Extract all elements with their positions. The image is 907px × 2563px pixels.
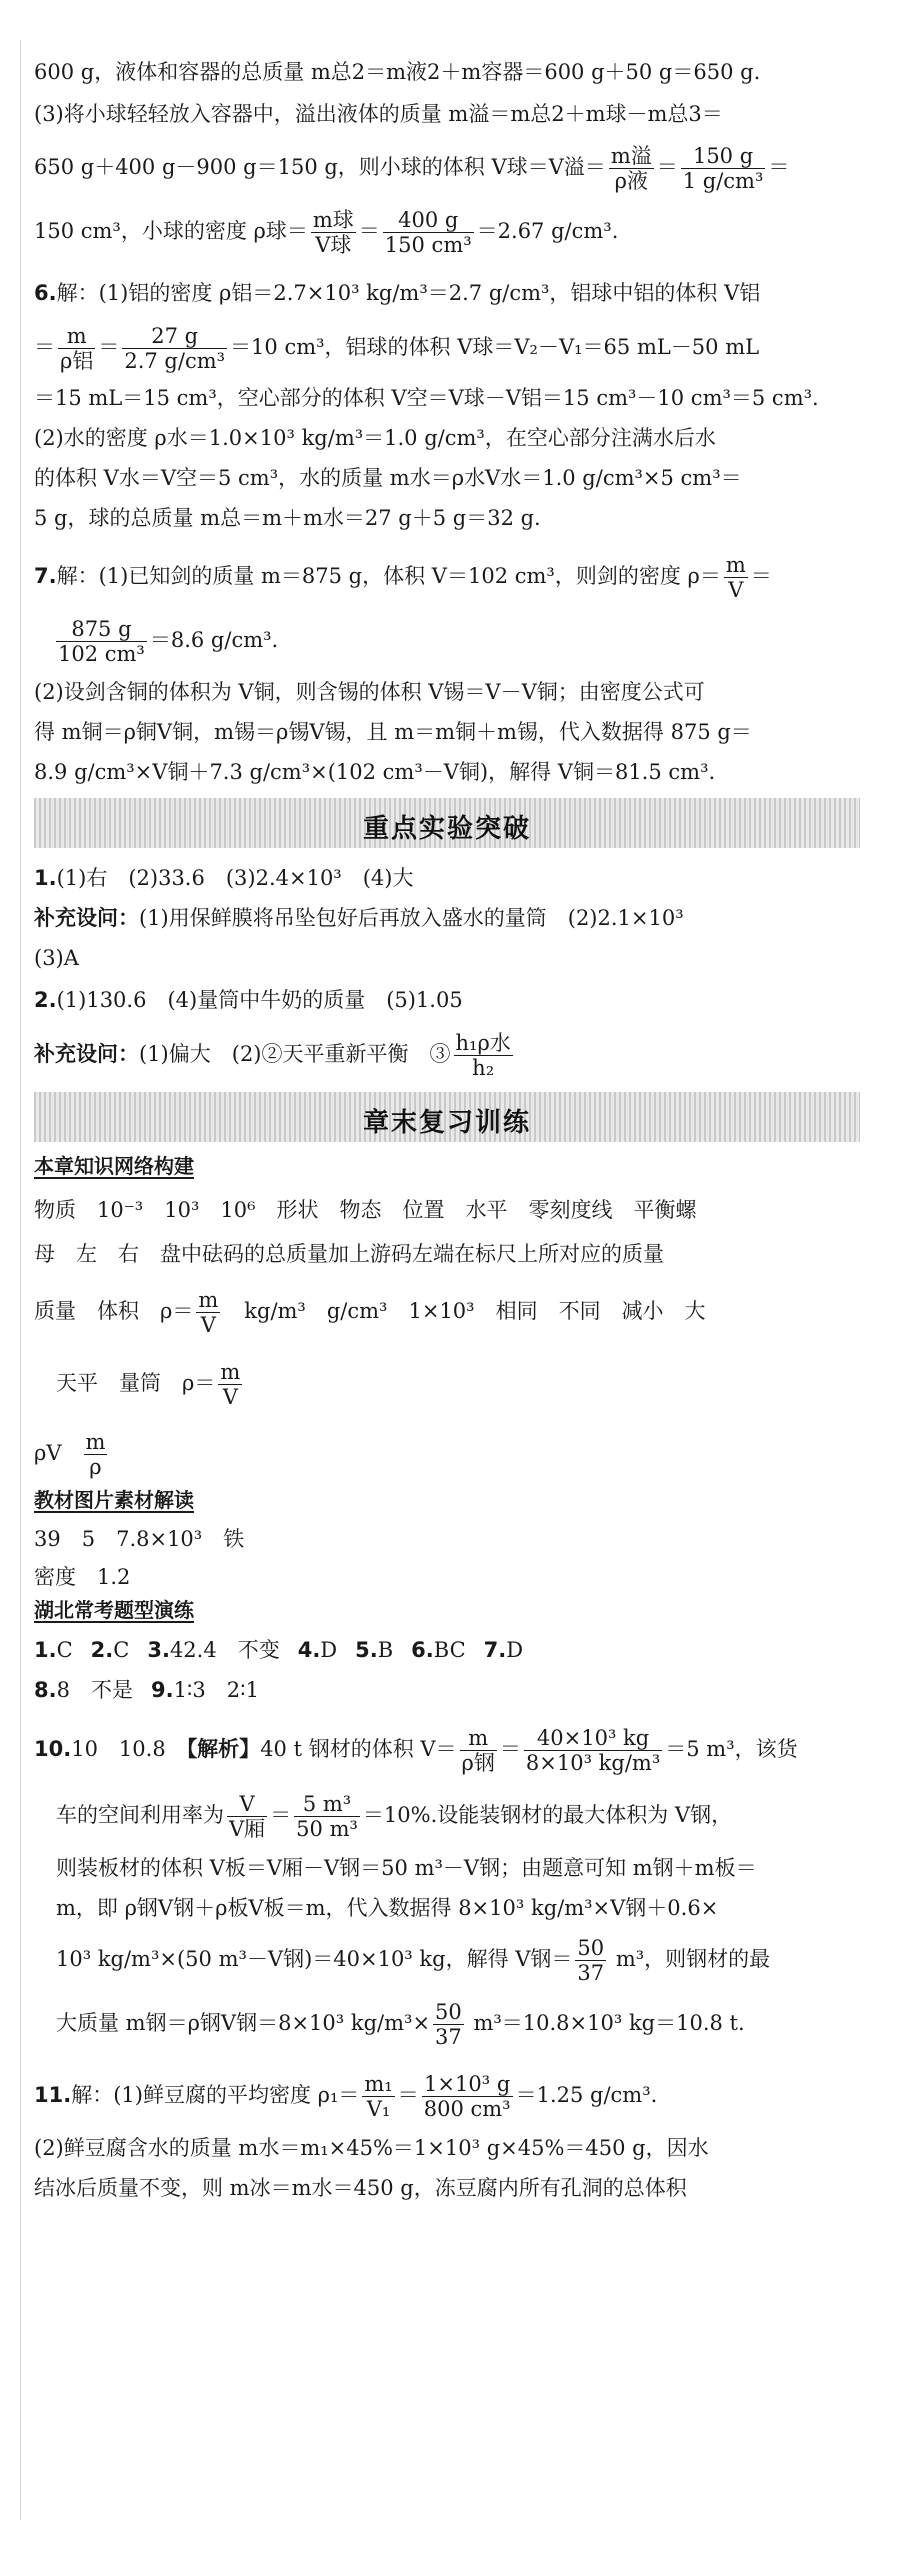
text: ＝5 m³，该货 — [665, 1737, 798, 1761]
fraction — [58, 324, 95, 373]
text-line: 600 g，液体和容器的总质量 m总2＝m液2＋m容器＝600 g＋50 g＝650 g. — [34, 60, 761, 84]
numerator: m — [725, 553, 746, 577]
fraction — [681, 144, 766, 193]
sub-heading: 湖北常考题型演练 — [34, 1598, 194, 1622]
denominator: 37 — [577, 1961, 605, 1985]
denominator: V厢 — [229, 1817, 266, 1841]
fraction — [383, 208, 474, 257]
text: (1)用保鲜膜将吊坠包好后再放入盛水的量筒 (2)2.1×10³ — [139, 906, 684, 930]
question-number: 3. — [147, 1638, 170, 1662]
experiment-2 — [34, 978, 860, 1022]
fraction — [575, 1936, 606, 1985]
supplement-line — [34, 898, 860, 938]
text: (1)右 (2)33.6 (3)2.4×10³ (4)大 — [56, 866, 414, 890]
fraction — [218, 1360, 242, 1409]
answer-text: 1∶3 2∶1 — [173, 1678, 259, 1702]
text-line: 则装板材的体积 V板＝V厢－V钢＝50 m³－V钢；由题意可知 m钢＋m板＝ — [56, 1856, 757, 1880]
answer-text: B — [377, 1638, 394, 1662]
formula-line — [34, 1928, 860, 1990]
text: (1)偏大 (2)②天平重新平衡 ③ — [139, 1042, 451, 1066]
text: ＝ — [750, 564, 772, 588]
text: ＝ — [656, 155, 678, 179]
numerator: 5 m³ — [294, 1792, 360, 1817]
text: 质量 体积 ρ＝ — [34, 1299, 194, 1323]
question-number: 2. — [34, 988, 57, 1012]
text-line: 39 5 7.8×10³ 铁 — [34, 1527, 245, 1551]
denominator: 102 cm³ — [58, 642, 145, 666]
denominator: 1 g/cm³ — [682, 169, 764, 193]
numerator: m溢 — [610, 144, 652, 168]
answer-row — [34, 1630, 860, 1670]
text: ＝ — [397, 2083, 419, 2107]
text: 天平 量筒 ρ＝ — [56, 1371, 216, 1395]
text-line: (2)水的密度 ρ水＝1.0×10³ kg/m³＝1.0 g/cm³，在空心部分注满水后水 — [34, 426, 716, 450]
text-line: 8.9 g/cm³×V铜＋7.3 g/cm³×(102 cm³－V铜)，解得 V铜＝81.5 cm³. — [34, 760, 716, 784]
analysis-tag: 【解析】 — [186, 1737, 261, 1761]
fraction — [460, 1726, 497, 1775]
numerator: m₁ — [364, 2072, 393, 2096]
answer-text: C — [113, 1638, 130, 1662]
denominator: V — [728, 578, 744, 602]
fraction — [122, 324, 227, 373]
supplement-label: 补充设问： — [34, 1042, 139, 1066]
text: ＝ — [499, 1737, 521, 1761]
supplement-line — [34, 1022, 860, 1086]
question-number: 5. — [355, 1638, 378, 1662]
answer-text: D — [506, 1638, 524, 1662]
fraction — [196, 1288, 220, 1337]
text-line: 物质 10⁻³ 10³ 10⁶ 形状 物态 位置 水平 零刻度线 平衡螺 — [34, 1198, 697, 1222]
fraction — [84, 1430, 108, 1479]
text: (1)130.6 (4)量筒中牛奶的质量 (5)1.05 — [56, 988, 463, 1012]
fraction — [362, 2072, 394, 2121]
text: 10³ kg/m³×(50 m³－V钢)＝40×10³ kg，解得 V钢＝ — [56, 1947, 573, 1971]
denominator: ρ液 — [614, 169, 648, 193]
numerator: 50 — [577, 1936, 605, 1960]
text-line: ＝15 mL＝15 cm³，空心部分的体积 V空＝V球－V铝＝15 cm³－10 cm³＝5 cm³. — [34, 386, 819, 410]
question-number: 8. — [34, 1678, 57, 1702]
sub-heading: 教材图片素材解读 — [34, 1488, 194, 1512]
answer-row — [34, 1670, 860, 1710]
numerator: 40×10³ kg — [524, 1726, 662, 1751]
text: 150 cm³，小球的密度 ρ球＝ — [34, 219, 308, 243]
answer-page — [34, 52, 860, 2208]
text-line: m，即 ρ钢V钢＋ρ板V板＝m，代入数据得 8×10³ kg/m³×V钢＋0.6× — [56, 1896, 719, 1920]
denominator: 37 — [435, 2025, 462, 2049]
text-line: (2)鲜豆腐含水的质量 m水＝m₁×45%＝1×10³ g×45%＝450 g，因水 — [34, 2136, 709, 2160]
text: 大质量 m钢＝ρ钢V钢＝8×10³ kg/m³× — [56, 2011, 431, 2035]
formula-line — [34, 316, 860, 378]
question-number: 11. — [34, 2083, 72, 2107]
text: ρV — [34, 1441, 62, 1465]
text: 解：(1)铝的密度 ρ铝＝2.7×10³ kg/m³＝2.7 g/cm³，铝球中铝的体积 V铝 — [56, 281, 761, 305]
sub-heading: 本章知识网络构建 — [34, 1154, 194, 1178]
answer-text: D — [320, 1638, 338, 1662]
denominator: ρ铝 — [60, 349, 94, 373]
section-banner — [34, 798, 860, 848]
text-line: (3)A — [34, 946, 79, 970]
denominator: ρ — [89, 1455, 102, 1479]
section-banner-title: 重点实验突破 — [362, 814, 531, 844]
formula-line — [34, 1346, 860, 1420]
numerator: 50 — [435, 2000, 462, 2024]
question-number: 7. — [483, 1638, 507, 1662]
numerator: V — [227, 1792, 267, 1817]
question-11 — [34, 2062, 860, 2128]
fraction — [311, 208, 356, 257]
text: 10 10.8 — [71, 1737, 187, 1761]
question-number: 6. — [34, 281, 57, 305]
denominator: ρ钢 — [461, 1751, 495, 1775]
question-number: 9. — [150, 1678, 174, 1702]
question-number: 1. — [34, 866, 57, 890]
text: m³，则钢材的最 — [609, 1947, 771, 1971]
denominator: 150 cm³ — [384, 233, 472, 257]
formula-line — [34, 1276, 860, 1346]
denominator: 50 m³ — [296, 1817, 358, 1841]
formula-line: 650 g＋400 g－900 g＝150 g，则小球的体积 V球＝V溢＝ $\frac{\text{m溢}}{\text{ρ液}}$ ＝ $\frac{150 g}{\text{1 g/cm³}}$ ＝ — [34, 144, 790, 193]
supplement-label: 补充设问： — [34, 906, 139, 930]
answer-text: 8 不是 — [56, 1678, 133, 1702]
fraction — [524, 1726, 662, 1775]
text: ＝ — [34, 335, 55, 359]
numerator: m — [460, 1726, 497, 1751]
page-binding-line — [20, 40, 21, 2520]
answer-text: BC — [433, 1638, 466, 1662]
denominator: V₁ — [366, 2097, 391, 2121]
question-10 — [34, 1716, 860, 1782]
experiment-1 — [34, 858, 860, 898]
question-number: 1. — [34, 1638, 57, 1662]
fraction — [294, 1792, 360, 1841]
formula-line — [34, 608, 860, 672]
numerator: 400 g — [383, 208, 474, 233]
question-number: 6. — [411, 1638, 434, 1662]
numerator: 875 g — [56, 617, 147, 642]
text: 40 t 钢材的体积 V＝ — [260, 1737, 457, 1761]
numerator: m球 — [312, 208, 354, 232]
text: 车的空间利用率为 — [56, 1803, 224, 1827]
text: ＝10%.设能装钢材的最大体积为 V钢， — [362, 1803, 733, 1827]
question-number: 7. — [34, 564, 57, 588]
section-banner — [34, 1092, 860, 1142]
numerator: 27 g — [122, 324, 227, 349]
question-number: 2. — [90, 1638, 114, 1662]
denominator: h₂ — [472, 1056, 495, 1080]
numerator: m — [198, 1288, 219, 1312]
text-line: 母 左 右 盘中砝码的总质量加上游码左端在标尺上所对应的质量 — [34, 1242, 664, 1266]
denominator: 2.7 g/cm³ — [124, 349, 226, 373]
formula-line — [34, 1782, 860, 1848]
text: m³＝10.8×10³ kg＝10.8 t. — [466, 2011, 745, 2035]
formula-line — [34, 1990, 860, 2056]
text: 650 g＋400 g－900 g＝150 g，则小球的体积 V球＝V溢＝ — [34, 155, 606, 179]
text: ＝2.67 g/cm³. — [476, 219, 619, 243]
section-banner-title: 章末复习训练 — [362, 1108, 531, 1138]
formula-line — [34, 198, 860, 264]
text: kg/m³ g/cm³ 1×10³ 相同 不同 减小 大 — [223, 1299, 706, 1323]
formula-line — [34, 1420, 860, 1486]
text-line: (3)将小球轻轻放入容器中，溢出液体的质量 m溢＝m总2＋m球－m总3＝ — [34, 102, 723, 126]
denominator: V球 — [315, 233, 352, 257]
numerator: m — [85, 1430, 106, 1454]
question-7 — [34, 544, 860, 608]
fraction — [433, 2000, 464, 2049]
text-line: 结冰后质量不变，则 m冰＝m水＝450 g，冻豆腐内所有孔洞的总体积 — [34, 2176, 687, 2200]
question-number: 4. — [297, 1638, 321, 1662]
fraction — [56, 617, 147, 666]
fraction — [724, 553, 748, 602]
answer-text: 42.4 不变 — [169, 1638, 280, 1662]
text: ＝ — [358, 219, 380, 243]
text: 解：(1)鲜豆腐的平均密度 ρ₁＝ — [71, 2083, 360, 2107]
text: ＝1.25 g/cm³. — [515, 2083, 658, 2107]
numerator: 150 g — [681, 144, 766, 169]
fraction — [609, 144, 654, 193]
fraction — [227, 1792, 267, 1841]
denominator: 8×10³ kg/m³ — [525, 1751, 661, 1775]
text-line: 的体积 V水＝V空＝5 cm³，水的质量 m水＝ρ水V水＝1.0 g/cm³×5 cm³＝ — [34, 466, 742, 490]
answer-text: C — [56, 1638, 73, 1662]
text-line: 5 g，球的总质量 m总＝m＋m水＝27 g＋5 g＝32 g. — [34, 506, 541, 530]
numerator: m — [58, 324, 95, 349]
denominator: 800 cm³ — [423, 2097, 511, 2121]
text-line: 密度 1.2 — [34, 1565, 131, 1589]
text: ＝ — [270, 1803, 292, 1827]
text: ＝ — [98, 335, 120, 359]
text: 解：(1)已知剑的质量 m＝875 g，体积 V＝102 cm³，则剑的密度 ρ＝ — [56, 564, 721, 588]
text: ＝8.6 g/cm³. — [149, 628, 279, 652]
numerator: m — [220, 1360, 241, 1384]
question-6 — [34, 270, 860, 316]
numerator: h₁ρ水 — [455, 1031, 511, 1055]
text-line: (2)设剑含铜的体积为 V铜，则含锡的体积 V锡＝V－V铜；由密度公式可 — [34, 680, 705, 704]
fraction — [454, 1031, 513, 1080]
denominator: V — [200, 1313, 216, 1337]
text: ＝10 cm³，铝球的体积 V球＝V₂－V₁＝65 mL－50 mL — [230, 335, 760, 359]
denominator: V — [222, 1385, 238, 1409]
text-line: 得 m铜＝ρ铜V铜，m锡＝ρ锡V锡，且 m＝m铜＋m锡，代入数据得 875 g＝ — [34, 720, 752, 744]
question-number: 10. — [34, 1737, 72, 1761]
fraction — [422, 2072, 513, 2121]
numerator: 1×10³ g — [422, 2072, 513, 2097]
